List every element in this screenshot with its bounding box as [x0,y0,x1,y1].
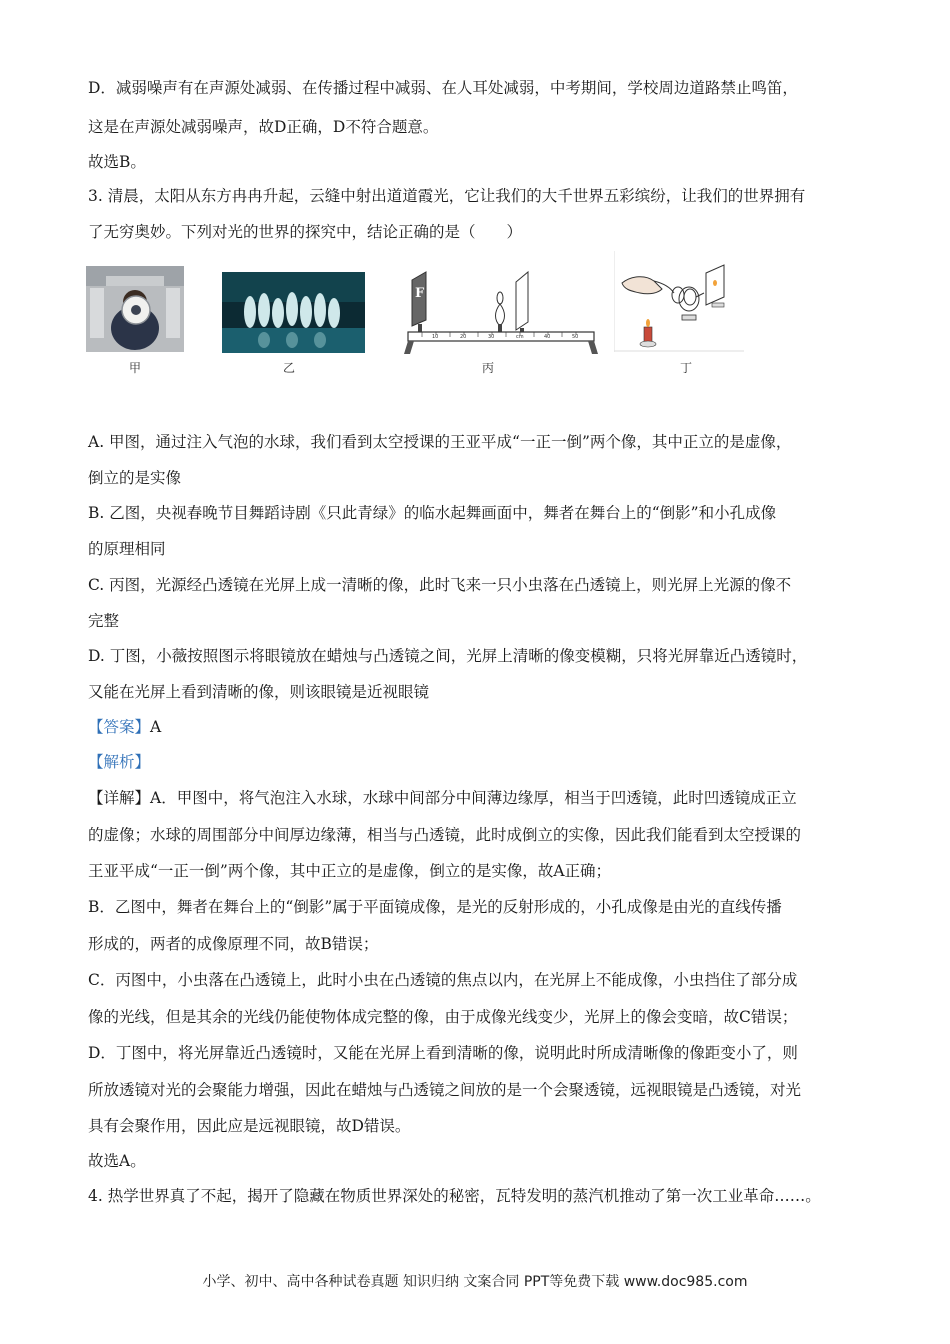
page-footer: 小学、初中、高中各种试卷真题 知识归纳 文案合同 PPT等免费下载 www.doc985.com [202,1274,748,1290]
ruler-number: 10 [432,334,439,340]
detail-text: A．甲图中，将气泡注入水球，水球中间部分中间薄边缘厚，相当于凹透镜，此时凹透镜成正立 [150,789,797,807]
option-a: 倒立的是实像 [88,469,182,487]
option-c: 完整 [88,612,120,630]
answer-tag: 【答案】 [88,718,151,736]
ruler-unit: cm [516,334,524,340]
detail-text: 王亚平成“一正一倒”两个像，其中正立的是虚像，倒立的是实像，故A正确； [88,862,612,880]
detail-text: 具有会聚作用，因此应是远视眼镜，故D错误。 [88,1117,411,1135]
detail-text: 的虚像；水球的周围部分中间厚边缘薄，相当与凸透镜，此时成倒立的实像，因此我们能看到太空授课的 [88,826,802,844]
text-line: D．减弱噪声有在声源处减弱、在传播过程中减弱、在人耳处减弱，中考期间，学校周边道路禁止鸣笛， [88,79,798,97]
figure-jia-photo [86,266,184,352]
analysis-tag: 【解析】 [88,753,151,771]
detail-text: 所放透镜对光的会聚能力增强，因此在蜡烛与凸透镜之间放的是一个会聚透镜，远视眼镜是凸透镜，对光 [88,1081,802,1099]
figure-bing-diagram [402,268,600,354]
detail-text: C．丙图中，小虫落在凸透镜上，此时小虫在凸透镜的焦点以内，在光屏上不能成像，小虫挡住了部分成 [88,971,798,989]
option-d: D. 丁图，小薇按照图示将眼镜放在蜡烛与凸透镜之间，光屏上清晰的像变模糊，只将光屏靠近凸透镜时， [88,647,808,665]
figure-jia-caption: 甲 [129,361,142,375]
detail-text: 故选A。 [88,1152,146,1170]
ruler-number: 20 [460,334,467,340]
option-c: C. 丙图，光源经凸透镜在光屏上成一清晰的像，此时飞来一只小虫落在凸透镜上，则光屏上光源的像不 [88,576,792,594]
answer-value: A [150,718,162,736]
option-b: 的原理相同 [88,540,166,558]
detail-text: 形成的，两者的成像原理不同，故B错误； [88,935,379,953]
detail-text: B．乙图中，舞者在舞台上的“倒影”属于平面镜成像，是光的反射形成的，小孔成像是由光的直线传播 [88,898,782,916]
question-3-stem: 3. 清晨，太阳从东方冉冉升起，云缝中射出道道霞光，它让我们的大千世界五彩缤纷，让我们的世界拥有 [88,187,806,205]
detail-line [88,788,797,808]
question-3-stem: 了无穷奥妙。下列对光的世界的探究中，结论正确的是（ ） [88,223,523,241]
figure-bing-caption: 丙 [482,361,495,375]
ruler-number: 30 [488,334,495,340]
option-a: A. 甲图，通过注入气泡的水球，我们看到太空授课的王亚平成“一正一倒”两个像，其中正立的是虚像， [88,433,792,451]
ruler-number: 50 [572,334,579,340]
figure-ding-caption: 丁 [680,361,693,375]
option-d: 又能在光屏上看到清晰的像，则该眼镜是近视眼镜 [88,683,430,701]
detail-text: 像的光线，但是其余的光线仍能使物体成完整的像，由于成像光线变少，光屏上的像会变暗，故C错误； [88,1008,798,1026]
option-b: B. 乙图，央视春晚节目舞蹈诗剧《只此青绿》的临水起舞画面中，舞者在舞台上的“倒影”和小孔成像 [88,504,777,522]
text-line: 故选B。 [88,153,146,171]
analysis-line [88,752,150,772]
question-4-stem: 4. 热学世界真了不起，揭开了隐藏在物质世界深处的秘密，瓦特发明的蒸汽机推动了第一次工业革命……。 [88,1187,821,1205]
ruler-number: 40 [544,334,551,340]
detail-tag: 【详解】 [88,789,151,807]
detail-text: D．丁图中，将光屏靠近凸透镜时，又能在光屏上看到清晰的像，说明此时所成清晰像的像距变小了，则 [88,1044,798,1062]
text-line: 这是在声源处减弱噪声，故D正确，D不符合题意。 [88,118,439,136]
figure-yi-photo [222,272,365,353]
figure-yi-caption: 乙 [283,361,296,375]
figure-bing-letter: F [415,286,425,301]
answer-line [88,717,161,737]
figure-ding-diagram [614,251,744,352]
